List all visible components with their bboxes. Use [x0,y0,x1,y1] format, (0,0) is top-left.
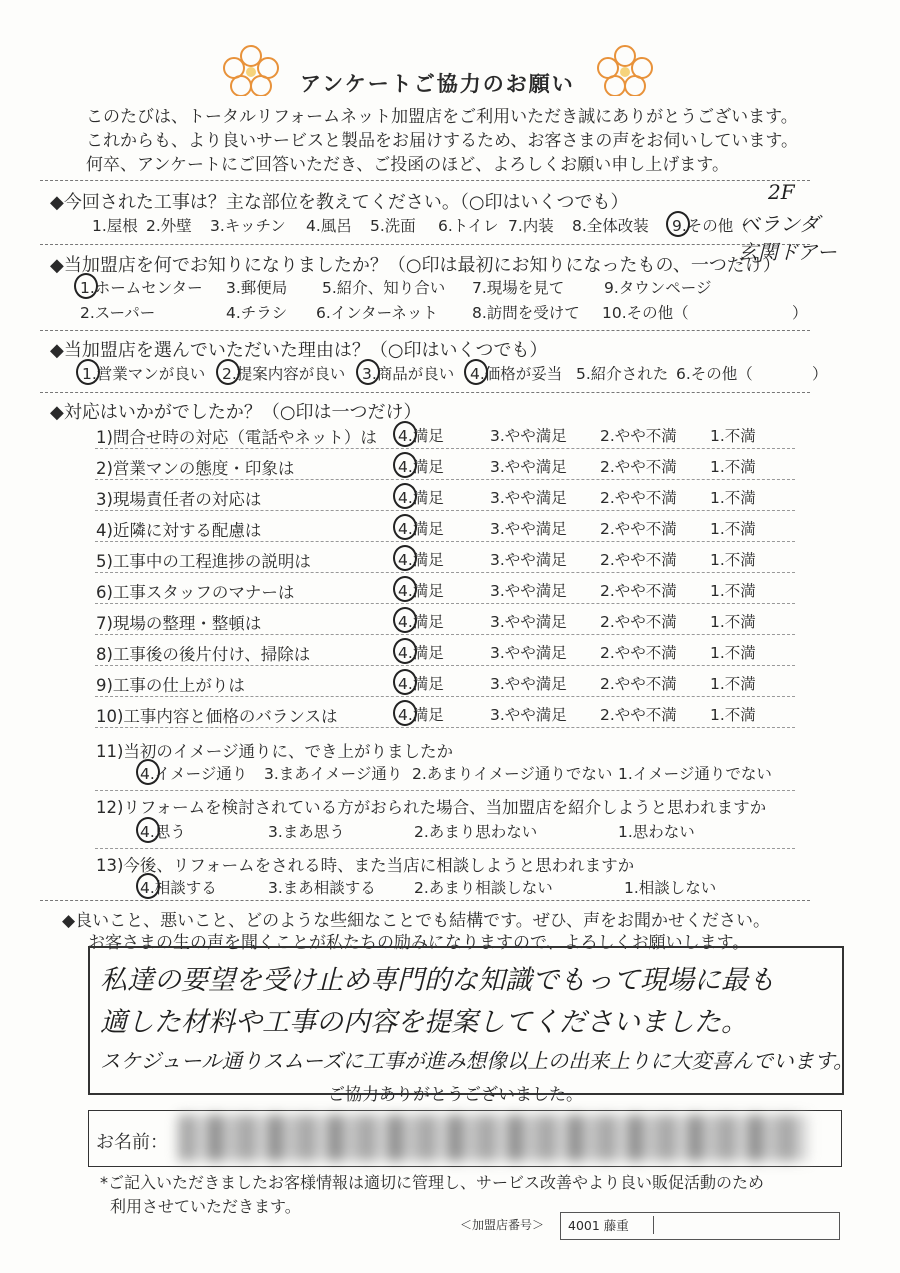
thanks-text: ご協力ありがとうございました。 [328,1085,583,1105]
row-divider [95,510,795,511]
selection-circle [393,545,417,571]
rating-option[interactable]: 1.不満 [710,427,756,445]
rating-option[interactable]: 3.やや満足 [490,427,567,445]
rating-option[interactable]: 4.満足 [398,706,444,724]
page-title: アンケートご協力のお願い [300,72,575,96]
paren-close: ） [792,304,808,322]
selection-circle [76,359,100,385]
question-13: 13)今後、リフォームをされる時、また当店に相談しようと思われますか [96,856,635,875]
rating-question: 4)近隣に対する配慮は [96,521,262,540]
question-service: ◆対応はいかがでしたか？（○印は一つだけ） [50,402,422,423]
rating-question: 10)工事内容と価格のバランスは [96,707,338,726]
rating-option[interactable]: 1.不満 [710,644,756,662]
option-full-renovation[interactable]: 8.全体改装 [572,217,649,235]
rating-option[interactable]: 2.やや不満 [600,644,677,662]
option-good-product[interactable]: 3.商品が良い [362,365,455,383]
row-divider [95,727,795,728]
option-somewhat[interactable]: 3.まあ思う [268,823,345,841]
rating-option[interactable]: 4.満足 [398,582,444,600]
rating-question: 9)工事の仕上がりは [96,676,245,695]
paren-close: ） [812,365,828,383]
question-how-found: ◆当加盟店を何でお知りになりましたか？（○印は最初にお知りになったもの、一つだけ） [50,255,781,276]
option-will-consult[interactable]: 4.相談する [140,879,217,897]
option-internet[interactable]: 6.インターネット [316,304,438,322]
rating-option[interactable]: 1.不満 [710,520,756,538]
selection-circle [666,211,690,237]
rating-option[interactable]: 3.やや満足 [490,582,567,600]
option-saw-site[interactable]: 7.現場を見て [472,279,565,297]
handwritten-note: ベランダ [740,212,820,236]
rating-option[interactable]: 2.やや不満 [600,613,677,631]
selection-circle [216,359,240,385]
rating-option[interactable]: 2.やや不満 [600,489,677,507]
selection-circle [356,359,380,385]
rating-option[interactable]: 1.不満 [710,582,756,600]
option-bath[interactable]: 4.風呂 [306,217,352,235]
rating-option[interactable]: 1.不満 [710,551,756,569]
option-would-not[interactable]: 1.思わない [618,823,695,841]
rating-option[interactable]: 4.満足 [398,520,444,538]
option-not-as-imagined[interactable]: 1.イメージ通りでない [618,765,772,783]
rating-option[interactable]: 3.やや満足 [490,644,567,662]
comment-line: スケジュール通りスムーズに工事が進み想像以上の出来上りに大変喜んでいます。 [100,1049,854,1073]
option-visit[interactable]: 8.訪問を受けて [472,304,580,322]
rating-option[interactable]: 3.やや満足 [490,675,567,693]
row-divider [95,541,795,542]
rating-option[interactable]: 1.不満 [710,489,756,507]
option-washroom[interactable]: 5.洗面 [370,217,416,235]
row-divider [95,696,795,697]
option-mostly-as-imagined[interactable]: 3.まあイメージ通り [264,765,403,783]
selection-circle [393,514,417,540]
selection-circle [393,421,417,447]
selection-circle [393,700,417,726]
selection-circle [136,759,160,785]
privacy-note: *ご記入いただきましたお客様情報は適切に管理し、サービス改善やより良い販促活動のため [100,1173,765,1192]
rating-option[interactable]: 4.満足 [398,489,444,507]
section-divider [40,180,810,181]
row-divider [95,665,795,666]
rating-option[interactable]: 2.やや不満 [600,706,677,724]
row-divider [95,603,795,604]
store-number: 4001 藤重 [562,1216,654,1234]
intro-line: このたびは、トータルリフォームネット加盟店をご利用いただき誠にありがとうございます。 [86,107,798,127]
selection-circle [393,669,417,695]
intro-line: これからも、より良いサービスと製品をお届けするため、お客さまの声をお伺いしています。 [86,131,798,151]
name-label: お名前： [96,1132,168,1153]
option-home-center[interactable]: 1.ホームセンター [80,279,203,297]
rating-option[interactable]: 1.不満 [710,458,756,476]
option-roof[interactable]: 1.屋根 [92,217,138,235]
section-divider [40,244,810,245]
section-divider [40,900,810,901]
selection-circle [74,273,98,299]
question-reason: ◆当加盟店を選んでいただいた理由は？（○印はいくつでも） [50,340,548,361]
option-other[interactable]: 10.その他（ [602,304,689,322]
option-fair-price[interactable]: 4.価格が妥当 [470,365,563,383]
comment-prompt: お客さまの生の声を聞くことが私たちの励みになりますので、よろしくお願いします。 [88,933,750,953]
rating-question: 5)工事中の工程進捗の説明は [96,552,311,571]
rating-option[interactable]: 3.やや満足 [490,706,567,724]
question-work-parts: ◆今回された工事は？主な部位を教えてください。（○印はいくつでも） [50,192,629,213]
rating-option[interactable]: 2.やや不満 [600,458,677,476]
option-other[interactable]: 6.その他（ [676,365,753,383]
rating-option[interactable]: 2.やや不満 [600,520,677,538]
section-divider [40,330,810,331]
section-divider [40,392,810,393]
option-supermarket[interactable]: 2.スーパー [80,304,156,322]
rating-option[interactable]: 4.満足 [398,675,444,693]
selection-circle [393,638,417,664]
option-kitchen[interactable]: 3.キッチン [210,217,286,235]
option-maybe-consult[interactable]: 3.まあ相談する [268,879,376,897]
option-referred[interactable]: 5.紹介された [576,365,669,383]
store-number-label: ＜加盟店番号＞ [460,1218,545,1232]
selection-circle [393,452,417,478]
flower-icon-right [596,44,654,96]
rating-option[interactable]: 3.やや満足 [490,458,567,476]
rating-option[interactable]: 1.不満 [710,675,756,693]
redacted-name [178,1115,808,1161]
row-divider [95,479,795,480]
option-flyer[interactable]: 4.チラシ [226,304,288,322]
option-interior[interactable]: 7.内装 [508,217,554,235]
option-town-page[interactable]: 9.タウンページ [604,279,712,297]
option-good-proposal[interactable]: 2.提案内容が良い [222,365,346,383]
option-unlikely-consult[interactable]: 2.あまり相談しない [414,879,553,897]
row-divider [95,790,795,791]
row-divider [95,848,795,849]
rating-option[interactable]: 2.やや不満 [600,427,677,445]
flower-icon-left [222,44,280,96]
rating-question: 1)問合せ時の対応（電話やネット）は [96,428,377,447]
selection-circle [136,817,160,843]
option-not-really[interactable]: 2.あまり思わない [414,823,538,841]
option-exterior-wall[interactable]: 2.外壁 [146,217,192,235]
intro-line: 何卒、アンケートにご回答いただき、ご投函のほど、よろしくお願い申し上げます。 [86,155,729,175]
rating-option[interactable]: 2.やや不満 [600,675,677,693]
rating-option[interactable]: 2.やや不満 [600,551,677,569]
comment-prompt: ◆良いこと、悪いこと、どのような些細なことでも結構です。ぜひ、声をお聞かせください。 [62,911,771,931]
option-would-recommend[interactable]: 4.思う [140,823,186,841]
question-11: 11)当初のイメージ通りに、でき上がりましたか [96,742,453,761]
rating-question: 3)現場責任者の対応は [96,490,262,509]
privacy-note: 利用させていただきます。 [110,1197,301,1216]
selection-circle [136,873,160,899]
rating-option[interactable]: 3.やや満足 [490,551,567,569]
option-not-quite[interactable]: 2.あまりイメージ通りでない [412,765,613,783]
rating-question: 8)工事後の後片付け、掃除は [96,645,311,664]
rating-option[interactable]: 4.満足 [398,427,444,445]
comment-line: 私達の要望を受け止め専門的な知識でもって現場に最も [100,965,775,996]
rating-question: 6)工事スタッフのマナーは [96,583,295,602]
handwritten-note: 玄関ドアー [738,240,837,264]
selection-circle [464,359,488,385]
row-divider [95,572,795,573]
option-as-imagined[interactable]: 4.イメージ通り [140,765,248,783]
rating-option[interactable]: 4.満足 [398,458,444,476]
rating-option[interactable]: 3.やや満足 [490,489,567,507]
option-will-not-consult[interactable]: 1.相談しない [624,879,717,897]
rating-option[interactable]: 1.不満 [710,706,756,724]
rating-option[interactable]: 2.やや不満 [600,582,677,600]
option-toilet[interactable]: 6.トイレ [438,217,499,235]
option-referral[interactable]: 5.紹介、知り合い [322,279,446,297]
option-good-salesperson[interactable]: 1.営業マンが良い [82,365,206,383]
comment-line: 適した材料や工事の内容を提案してくださいました。 [100,1007,748,1038]
rating-option[interactable]: 4.満足 [398,613,444,631]
selection-circle [393,483,417,509]
rating-option[interactable]: 3.やや満足 [490,520,567,538]
rating-question: 2)営業マンの態度・印象は [96,459,295,478]
rating-question: 7)現場の整理・整頓は [96,614,262,633]
question-12: 12)リフォームを検討されている方がおられた場合、当加盟店を紹介しようと思われますか [96,798,767,817]
rating-option[interactable]: 4.満足 [398,551,444,569]
handwritten-note: 2F [768,180,795,204]
rating-option[interactable]: 1.不満 [710,613,756,631]
row-divider [95,448,795,449]
option-other[interactable]: 9.その他（ [672,217,749,235]
rating-option[interactable]: 3.やや満足 [490,613,567,631]
rating-option[interactable]: 4.満足 [398,644,444,662]
selection-circle [393,576,417,602]
row-divider [95,634,795,635]
selection-circle [393,607,417,633]
option-post-office[interactable]: 3.郵便局 [226,279,288,297]
